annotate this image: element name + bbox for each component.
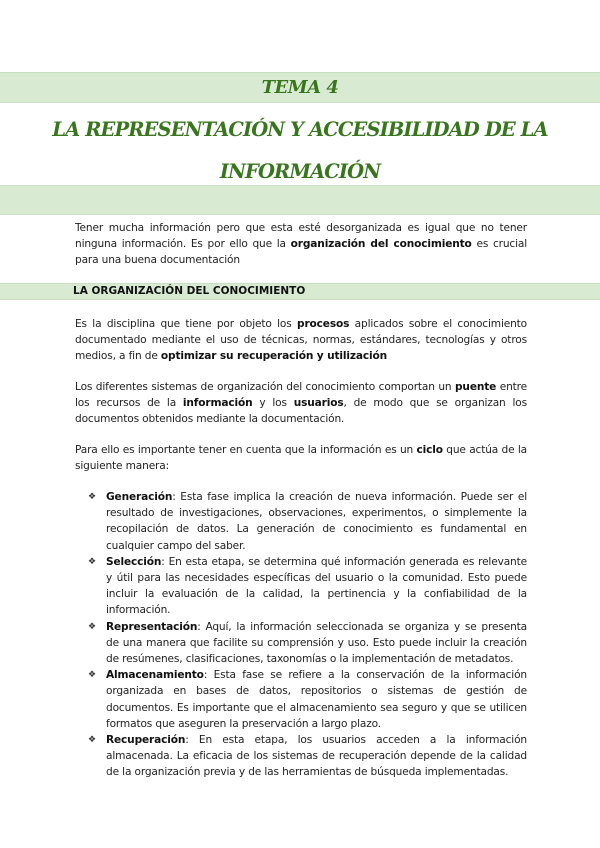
title-band-bottom bbox=[0, 185, 600, 215]
definition-paragraph bbox=[75, 316, 527, 365]
diamond-bullet-icon: ❖ bbox=[88, 670, 96, 681]
text: Los diferentes sistemas de organización del conocimiento comportan un bbox=[75, 381, 455, 393]
phase-term: Representación bbox=[106, 620, 198, 633]
section-heading-band bbox=[0, 283, 600, 300]
text: , de modo que se organizan los documentos obtenidos mediante la documentación. bbox=[75, 397, 527, 426]
bold-term: puente bbox=[455, 381, 497, 393]
topic-number: TEMA 4 bbox=[261, 77, 339, 98]
text: Es la disciplina que tiene por objeto los bbox=[75, 318, 298, 330]
phase-description: : Esta fase implica la creación de nueva información. Puede ser el resultado de investigaciones, observaciones, experimentos, o simplemente la recopilación de datos. La generación de conocimiento es fundamental en cualquier campo del saber. bbox=[106, 491, 527, 552]
list-item-almacenamiento bbox=[88, 667, 527, 732]
intro-text: Tener mucha información pero que esta esté desorganizada es igual que no tener ninguna información. Es por ello que la bbox=[75, 222, 527, 251]
list-item-representacion bbox=[88, 619, 527, 668]
cycle-paragraph bbox=[75, 442, 527, 474]
text: aplicados sobre el conocimiento documentado mediante el uso de técnicas, normas, estándares, tecnologías y otros medios, a fin de bbox=[75, 318, 527, 363]
bold-term: ciclo bbox=[416, 444, 443, 456]
diamond-bullet-icon: ❖ bbox=[88, 492, 96, 502]
text: que actúa de la siguiente manera: bbox=[75, 444, 528, 473]
diamond-bullet-icon: ❖ bbox=[88, 621, 96, 632]
intro-paragraph bbox=[75, 220, 527, 269]
page-title-line-2: INFORMACIÓN bbox=[219, 160, 381, 183]
text: entre los recursos de la bbox=[75, 381, 527, 410]
systems-paragraph bbox=[75, 379, 527, 428]
intro-bold-term: organización del conocimiento bbox=[290, 238, 472, 251]
bold-term: procesos bbox=[297, 318, 350, 330]
list-item-seleccion bbox=[88, 554, 527, 619]
cycle-phases-list bbox=[88, 489, 527, 781]
phase-term: Recuperación bbox=[106, 734, 186, 747]
page-title-line-1: LA REPRESENTACIÓN Y ACCESIBILIDAD DE LA bbox=[52, 118, 548, 141]
intro-text-end: es crucial para una buena documentación bbox=[75, 238, 528, 267]
diamond-bullet-icon: ❖ bbox=[88, 735, 96, 746]
text: Para ello es importante tener en cuenta que la información es un bbox=[75, 444, 417, 456]
bold-term: información bbox=[182, 397, 253, 410]
list-item-recuperacion bbox=[88, 732, 527, 781]
phase-term: Generación bbox=[106, 491, 173, 503]
diamond-bullet-icon: ❖ bbox=[88, 556, 96, 567]
phase-description: : Esta fase se refiere a la conservación de la información organizada en bases de datos, repositorios o sistemas de gestión de documentos. Es importante que el almacenamiento sea seguro y que se utilicen formatos que aseguren la preservación a largo plazo. bbox=[106, 669, 527, 730]
list-item-generacion bbox=[88, 489, 527, 554]
phase-description: : En esta etapa, los usuarios acceden a la información almacenada. La eficacia de los sistemas de recuperación depende de la calidad de la organización previa y de las herramientas de búsqueda implementadas. bbox=[106, 734, 527, 779]
text: y los bbox=[252, 397, 294, 410]
bold-term: optimizar su recuperación y utilización bbox=[160, 350, 387, 363]
section-heading: LA ORGANIZACIÓN DEL CONOCIMIENTO bbox=[73, 285, 306, 297]
phase-term: Almacenamiento bbox=[106, 669, 204, 682]
phase-description: : Aquí, la información seleccionada se organiza y se presenta de una manera que facilite su comprensión y uso. Esto puede incluir la creación de resúmenes, clasificaciones, taxonomías o la implementación de metadatos. bbox=[106, 620, 527, 666]
phase-description: : En esta etapa, se determina qué información generada es relevante y útil para las necesidades específicas del usuario o la comunidad. Esto puede incluir la evaluación de la calidad, la pertinencia y la confiabilidad de la información. bbox=[106, 555, 527, 617]
bold-term: usuarios bbox=[293, 397, 344, 410]
phase-term: Selección bbox=[106, 555, 162, 568]
